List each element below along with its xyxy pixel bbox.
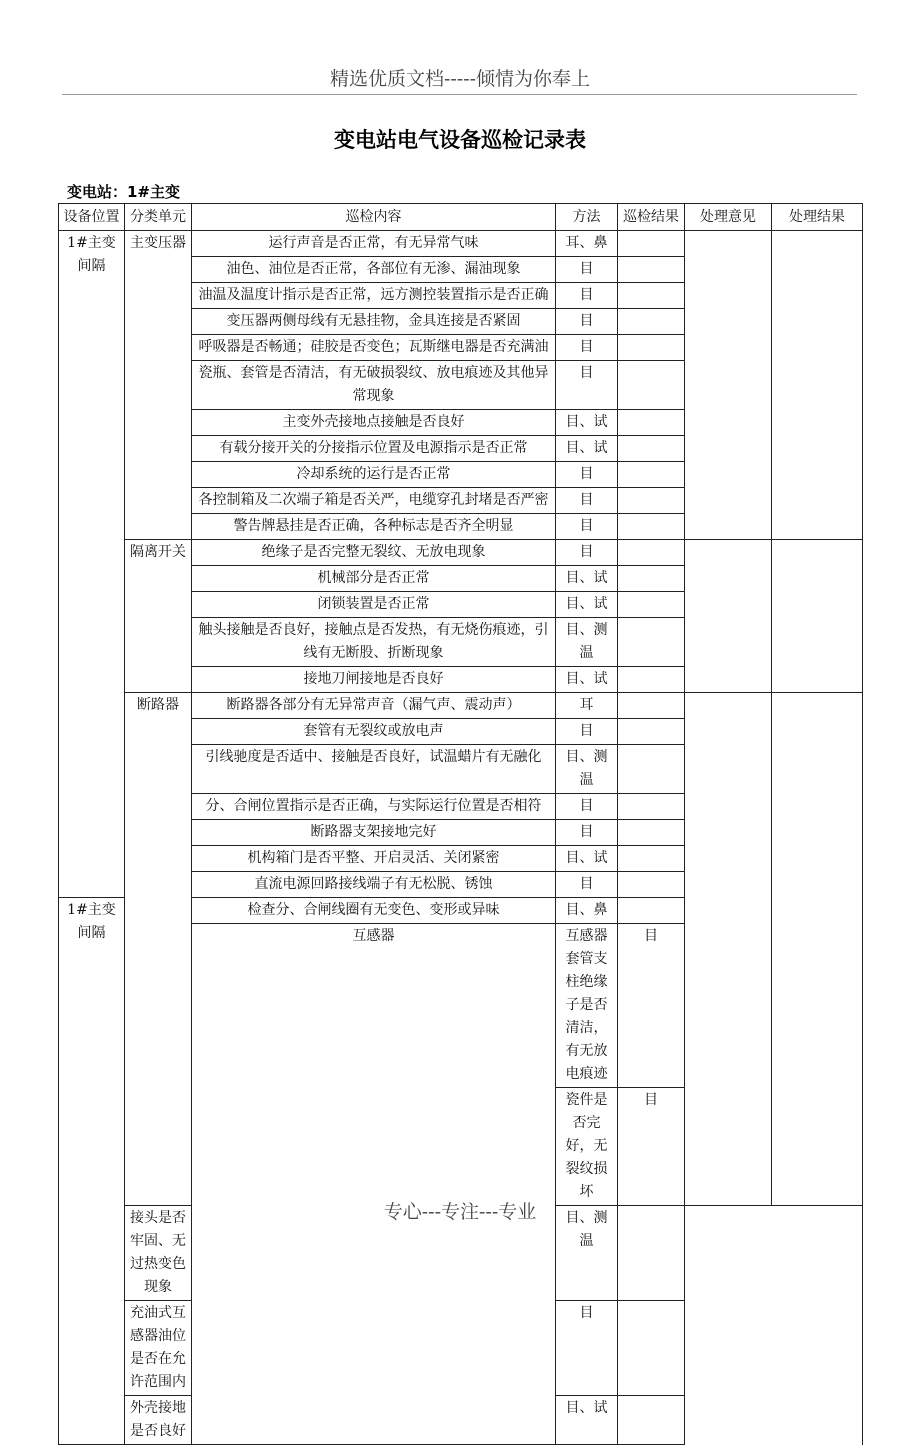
table-header-row <box>59 204 863 231</box>
result-cell[interactable] <box>618 488 685 514</box>
result-cell[interactable] <box>618 872 685 898</box>
result-cell[interactable] <box>618 309 685 335</box>
content-cell: 瓷瓶、套管是否清洁，有无破损裂纹、放电痕迹及其他异常现象 <box>192 361 556 410</box>
content-cell: 有载分接开关的分接指示位置及电源指示是否正常 <box>192 436 556 462</box>
method-cell: 目 <box>556 361 618 410</box>
result-cell[interactable] <box>618 794 685 820</box>
method-cell: 目 <box>556 335 618 361</box>
content-cell: 闭锁装置是否正常 <box>192 592 556 618</box>
method-cell: 目 <box>556 820 618 846</box>
method-cell: 目 <box>556 872 618 898</box>
position-cell-1: 1#主变间隔 <box>59 231 125 898</box>
outcome-cell[interactable] <box>772 540 863 693</box>
table-row <box>59 540 863 566</box>
method-cell: 目、测温 <box>556 745 618 794</box>
result-cell[interactable] <box>618 719 685 745</box>
method-cell: 目、试 <box>556 592 618 618</box>
page-header: 精选优质文档-----倾情为你奉上 <box>329 68 591 90</box>
table-row <box>59 693 863 719</box>
position-cell-2: 1#主变间隔 <box>59 898 125 1445</box>
content-cell: 接地刀闸接地是否良好 <box>192 667 556 693</box>
method-cell: 目、试 <box>556 436 618 462</box>
method-cell: 目 <box>556 540 618 566</box>
result-cell[interactable] <box>618 898 685 924</box>
header-opinion: 处理意见 <box>685 204 772 231</box>
content-cell: 变压器两侧母线有无悬挂物，金具连接是否紧固 <box>192 309 556 335</box>
method-cell: 目 <box>556 257 618 283</box>
result-cell[interactable] <box>618 335 685 361</box>
method-cell: 目 <box>618 924 685 1088</box>
content-cell: 油温及温度计指示是否正常，远方测控装置指示是否正确 <box>192 283 556 309</box>
unit-cell-transformer-ct: 互感器 <box>192 924 556 1445</box>
method-cell: 目 <box>556 794 618 820</box>
result-cell[interactable] <box>618 618 685 667</box>
unit-cell-disconnector: 隔离开关 <box>125 540 192 693</box>
opinion-cell[interactable] <box>685 231 772 540</box>
header-unit: 分类单元 <box>125 204 192 231</box>
method-cell: 目 <box>556 1301 618 1396</box>
content-cell: 触头接触是否良好，接触点是否发热，有无烧伤痕迹，引线有无断股、折断现象 <box>192 618 556 667</box>
content-cell: 油色、油位是否正常，各部位有无渗、漏油现象 <box>192 257 556 283</box>
content-cell: 直流电源回路接线端子有无松脱、锈蚀 <box>192 872 556 898</box>
content-cell: 互感器套管支柱绝缘子是否清洁，有无放电痕迹 <box>556 924 618 1088</box>
content-cell: 机械部分是否正常 <box>192 566 556 592</box>
content-cell: 套管有无裂纹或放电声 <box>192 719 556 745</box>
result-cell[interactable] <box>618 820 685 846</box>
method-cell: 目、试 <box>556 1396 618 1445</box>
result-cell[interactable] <box>618 1396 685 1445</box>
content-cell: 充油式互感器油位是否在允许范围内 <box>125 1301 192 1396</box>
document-title: 变电站电气设备巡检记录表 <box>334 128 586 152</box>
method-cell: 目 <box>556 283 618 309</box>
content-cell: 各控制箱及二次端子箱是否关严，电缆穿孔封堵是否严密 <box>192 488 556 514</box>
result-cell[interactable] <box>618 667 685 693</box>
content-cell: 断路器各部分有无异常声音（漏气声、震动声） <box>192 693 556 719</box>
header-content: 巡检内容 <box>192 204 556 231</box>
header-position: 设备位置 <box>59 204 125 231</box>
result-cell[interactable] <box>618 514 685 540</box>
method-cell: 目 <box>618 1088 685 1206</box>
content-cell: 机构箱门是否平整、开启灵活、关闭紧密 <box>192 846 556 872</box>
content-cell: 引线驰度是否适中、接触是否良好，试温蜡片有无融化 <box>192 745 556 794</box>
inspection-table <box>58 203 863 1445</box>
result-cell[interactable] <box>618 846 685 872</box>
result-cell[interactable] <box>618 410 685 436</box>
method-cell: 目 <box>556 462 618 488</box>
method-cell: 目、测温 <box>556 1206 618 1301</box>
method-cell: 目 <box>556 719 618 745</box>
content-cell: 呼吸器是否畅通；硅胶是否变色；瓦斯继电器是否充满油 <box>192 335 556 361</box>
content-cell: 外壳接地是否良好 <box>125 1396 192 1445</box>
method-cell: 目、试 <box>556 846 618 872</box>
content-cell: 主变外壳接地点接触是否良好 <box>192 410 556 436</box>
method-cell: 目 <box>556 514 618 540</box>
result-cell[interactable] <box>618 592 685 618</box>
result-cell[interactable] <box>618 231 685 257</box>
unit-cell-transformer: 主变压器 <box>125 231 192 540</box>
method-cell: 目、试 <box>556 566 618 592</box>
content-cell: 冷却系统的运行是否正常 <box>192 462 556 488</box>
header-method: 方法 <box>556 204 618 231</box>
result-cell[interactable] <box>618 693 685 719</box>
result-cell[interactable] <box>618 566 685 592</box>
result-cell[interactable] <box>618 1301 685 1396</box>
result-cell[interactable] <box>618 436 685 462</box>
result-cell[interactable] <box>618 361 685 410</box>
unit-cell-breaker: 断路器 <box>125 693 192 1206</box>
page-footer: 专心---专注---专业 <box>383 1201 537 1223</box>
header-result: 巡检结果 <box>618 204 685 231</box>
method-cell: 耳 <box>556 693 618 719</box>
outcome-cell[interactable] <box>772 231 863 540</box>
outcome-cell[interactable] <box>772 693 863 1206</box>
method-cell: 目、试 <box>556 667 618 693</box>
opinion-cell[interactable] <box>685 693 772 1206</box>
method-cell: 耳、鼻 <box>556 231 618 257</box>
header-outcome: 处理结果 <box>772 204 863 231</box>
content-cell: 断路器支架接地完好 <box>192 820 556 846</box>
content-cell: 分、合闸位置指示是否正确，与实际运行位置是否相符 <box>192 794 556 820</box>
content-cell: 检查分、合闸线圈有无变色、变形或异味 <box>192 898 556 924</box>
method-cell: 目 <box>556 488 618 514</box>
result-cell[interactable] <box>618 462 685 488</box>
content-cell: 警告牌悬挂是否正确，各种标志是否齐全明显 <box>192 514 556 540</box>
content-cell: 绝缘子是否完整无裂纹、无放电现象 <box>192 540 556 566</box>
table-row <box>59 231 863 257</box>
method-cell: 目、测温 <box>556 618 618 667</box>
result-cell[interactable] <box>618 283 685 309</box>
header-rule <box>62 94 857 95</box>
result-cell[interactable] <box>618 745 685 794</box>
station-label: 变电站：1#主变 <box>67 183 181 201</box>
method-cell: 目、试 <box>556 410 618 436</box>
result-cell[interactable] <box>618 540 685 566</box>
method-cell: 目、鼻 <box>556 898 618 924</box>
content-cell: 接头是否牢固、无过热变色现象 <box>125 1206 192 1301</box>
method-cell: 目 <box>556 309 618 335</box>
result-cell[interactable] <box>618 257 685 283</box>
opinion-cell[interactable] <box>685 540 772 693</box>
content-cell: 运行声音是否正常，有无异常气味 <box>192 231 556 257</box>
content-cell: 瓷件是否完好，无裂纹损坏 <box>556 1088 618 1206</box>
